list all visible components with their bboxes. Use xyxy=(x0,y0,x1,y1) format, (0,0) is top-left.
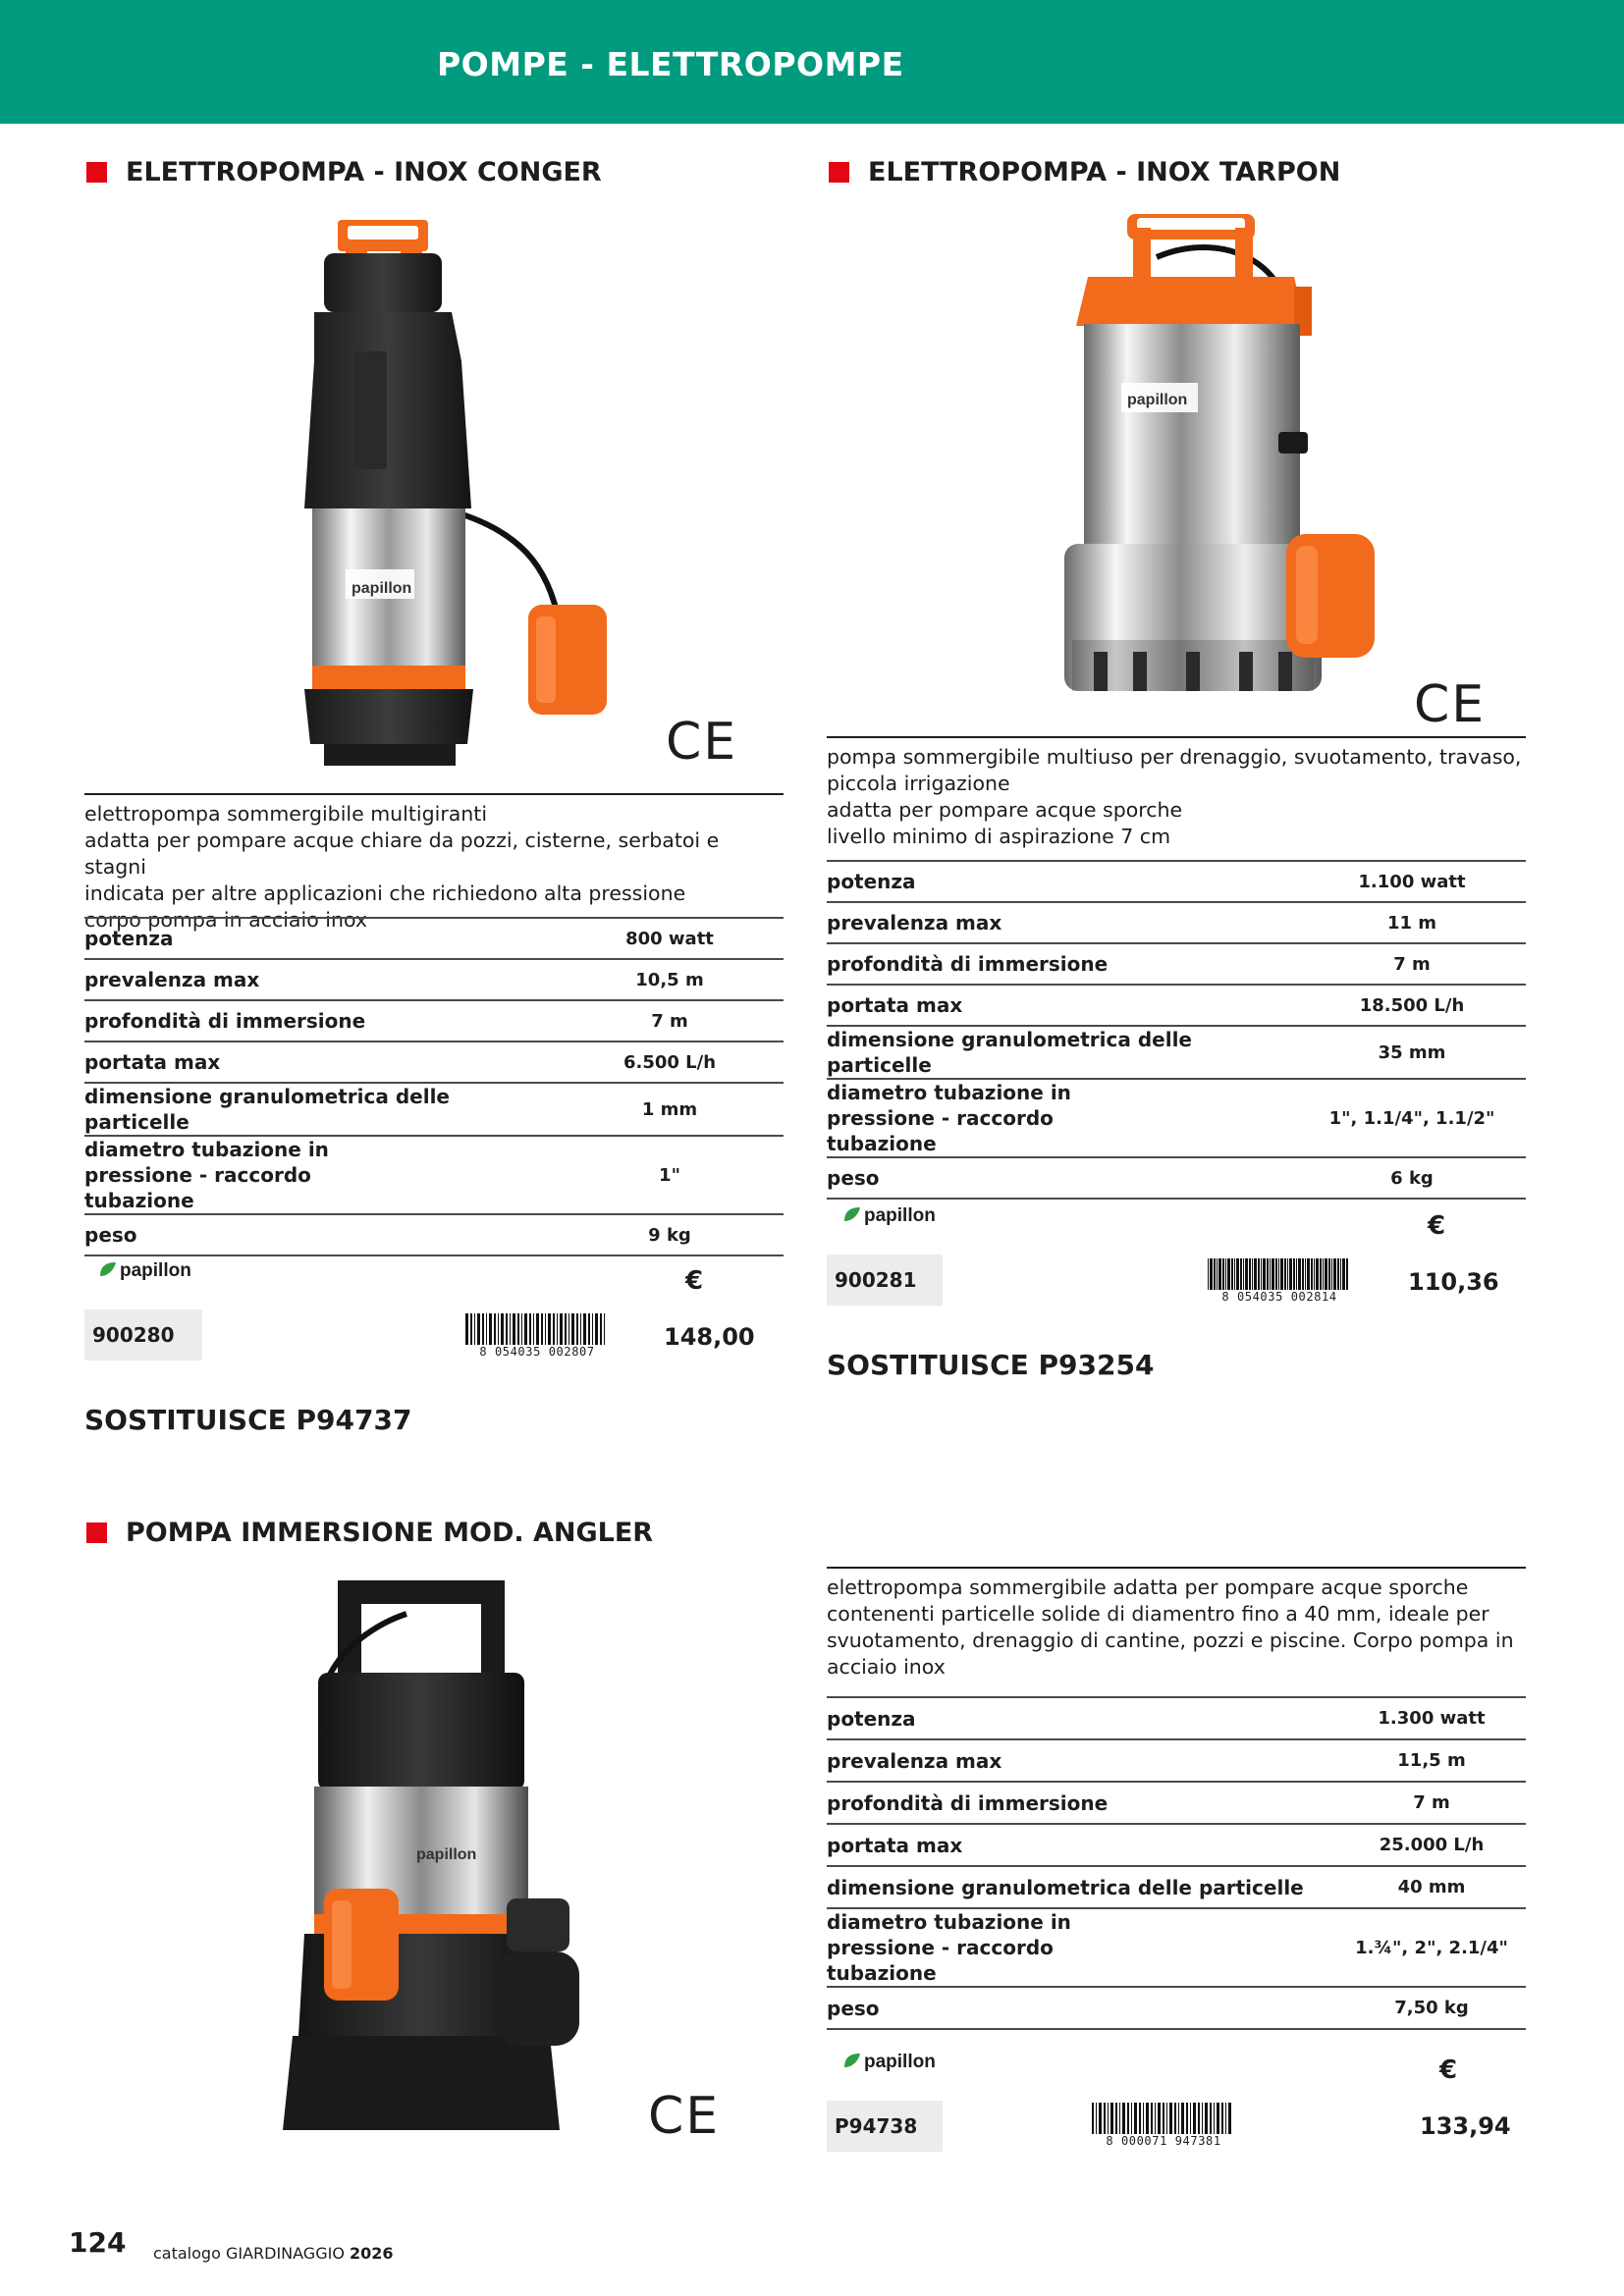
catalog-year: 2026 xyxy=(350,2244,394,2263)
description-line: pompa sommergibile multiuso per drenaggio, svuotamento, travaso, xyxy=(827,745,1522,769)
page-number: 124 xyxy=(69,2226,127,2259)
spec-label: prevalenza max xyxy=(84,959,556,1000)
barcode-conger xyxy=(463,1313,611,1359)
product-photo-angler xyxy=(279,1575,593,2144)
brand-logo-tarpon: papillon xyxy=(842,1205,936,1227)
spec-label: diametro tubazione in pressione - raccordo tubazione xyxy=(827,1079,1298,1157)
table-row xyxy=(84,1000,784,1041)
ce-mark-conger: CE xyxy=(666,713,738,772)
product-title-angler xyxy=(86,1518,653,1548)
spec-value: 1.100 watt xyxy=(1298,861,1526,902)
spec-label: portata max xyxy=(84,1041,556,1083)
spec-table-conger xyxy=(84,917,784,1256)
spec-value: 7 m xyxy=(1337,1782,1526,1824)
replaces-note-tarpon: SOSTITUISCE P93254 xyxy=(827,1349,1155,1381)
table-row xyxy=(827,1824,1526,1866)
table-row xyxy=(84,959,784,1000)
spec-value: 1", 1.1/4", 1.1/2" xyxy=(1298,1079,1526,1157)
product-description-angler xyxy=(827,1567,1526,1681)
spec-label: diametro tubazione in pressione - raccordo tubazione xyxy=(84,1136,556,1214)
spec-label: potenza xyxy=(827,1697,1337,1739)
spec-label: prevalenza max xyxy=(827,1739,1337,1782)
spec-label: portata max xyxy=(827,985,1298,1026)
red-square-icon xyxy=(86,1522,107,1543)
spec-label: prevalenza max xyxy=(827,902,1298,943)
barcode-digits: 8 054035 002814 xyxy=(1206,1290,1353,1304)
spec-label: profondità di immersione xyxy=(827,943,1298,985)
catalog-name xyxy=(153,2244,394,2263)
spec-value: 9 kg xyxy=(556,1214,784,1255)
product-title-text: POMPA IMMERSIONE MOD. ANGLER xyxy=(126,1518,654,1548)
product-description-tarpon xyxy=(827,736,1526,850)
barcode-digits: 8 000071 947381 xyxy=(1090,2134,1237,2148)
spec-label: potenza xyxy=(827,861,1298,902)
description-line: elettropompa sommergibile multigiranti xyxy=(84,802,488,826)
description-line: adatta per pompare acque sporche xyxy=(827,798,1183,822)
table-row xyxy=(827,1697,1526,1739)
product-code-angler: P94738 xyxy=(827,2101,943,2152)
ce-mark-tarpon: CE xyxy=(1414,675,1487,734)
spec-value: 25.000 L/h xyxy=(1337,1824,1526,1866)
spec-value: 40 mm xyxy=(1337,1866,1526,1908)
red-square-icon xyxy=(829,162,849,183)
spec-value: 1.¾", 2", 2.1/4" xyxy=(1337,1908,1526,1987)
spec-value: 1" xyxy=(556,1136,784,1214)
barcode-angler xyxy=(1090,2103,1237,2148)
product-title-text: ELETTROPOMPA - INOX CONGER xyxy=(126,157,602,187)
currency-symbol: € xyxy=(685,1266,704,1296)
spec-label: profondità di immersione xyxy=(84,1000,556,1041)
ce-mark-angler: CE xyxy=(648,2087,721,2146)
product-title-conger xyxy=(86,157,602,187)
spec-label: dimensione granulometrica delle particelle xyxy=(84,1083,556,1136)
spec-label: diametro tubazione in pressione - raccordo tubazione xyxy=(827,1908,1337,1987)
product-description-conger xyxy=(84,793,784,934)
table-row xyxy=(84,918,784,959)
barcode-tarpon xyxy=(1206,1258,1353,1304)
spec-value: 7 m xyxy=(1298,943,1526,985)
spec-value: 7 m xyxy=(556,1000,784,1041)
barcode-digits: 8 054035 002807 xyxy=(463,1345,611,1359)
spec-value: 11 m xyxy=(1298,902,1526,943)
spec-table-tarpon xyxy=(827,860,1526,1200)
spec-value: 7,50 kg xyxy=(1337,1987,1526,2029)
spec-label: peso xyxy=(827,1157,1298,1199)
table-row xyxy=(84,1083,784,1136)
price-angler: 133,94 xyxy=(1420,2112,1511,2140)
spec-table-angler xyxy=(827,1696,1526,2030)
spec-label: peso xyxy=(827,1987,1337,2029)
table-row xyxy=(84,1214,784,1255)
spec-label: dimensione granulometrica delle particelle xyxy=(827,1026,1298,1079)
description-line: elettropompa sommergibile adatta per pompare acque sporche xyxy=(827,1575,1469,1599)
spec-value: 6.500 L/h xyxy=(556,1041,784,1083)
catalog-prefix: catalogo GIARDINAGGIO xyxy=(153,2244,345,2263)
svg-text:papillon: papillon xyxy=(352,580,412,597)
red-square-icon xyxy=(86,162,107,183)
table-row xyxy=(827,902,1526,943)
spec-value: 800 watt xyxy=(556,918,784,959)
product-code-conger: 900280 xyxy=(84,1309,202,1361)
table-row xyxy=(827,861,1526,902)
table-row xyxy=(827,1908,1526,1987)
description-line: acciaio inox xyxy=(827,1655,946,1679)
currency-symbol: € xyxy=(1439,2056,1458,2085)
description-line: livello minimo di aspirazione 7 cm xyxy=(827,825,1171,848)
table-row xyxy=(827,1157,1526,1199)
spec-value: 18.500 L/h xyxy=(1298,985,1526,1026)
spec-label: peso xyxy=(84,1214,556,1255)
description-line: contenenti particelle solide di diamentro fino a 40 mm, ideale per xyxy=(827,1602,1489,1626)
description-line: corpo pompa in acciaio inox xyxy=(84,908,367,932)
description-line: indicata per altre applicazioni che richiedono alta pressione xyxy=(84,881,686,905)
leaf-icon xyxy=(98,1260,118,1278)
spec-value: 1 mm xyxy=(556,1083,784,1136)
description-line: piccola irrigazione xyxy=(827,772,1010,795)
spec-label: portata max xyxy=(827,1824,1337,1866)
price-conger: 148,00 xyxy=(664,1323,755,1351)
svg-text:papillon: papillon xyxy=(1127,392,1188,408)
brand-logo-conger: papillon xyxy=(98,1260,191,1282)
description-line: adatta per pompare acque chiare da pozzi, cisterne, serbatoi e stagni xyxy=(84,828,720,879)
table-row xyxy=(827,1987,1526,2029)
product-photo-conger xyxy=(295,214,619,775)
product-code-tarpon: 900281 xyxy=(827,1255,943,1306)
spec-value: 1.300 watt xyxy=(1337,1697,1526,1739)
spec-label: potenza xyxy=(84,918,556,959)
page-title: POMPE - ELETTROPOMPE xyxy=(437,45,904,83)
table-row xyxy=(827,1782,1526,1824)
currency-symbol: € xyxy=(1428,1211,1446,1241)
spec-value: 10,5 m xyxy=(556,959,784,1000)
svg-text:papillon: papillon xyxy=(416,1846,477,1863)
brand-logo-angler: papillon xyxy=(842,2052,936,2073)
description-line: svuotamento, drenaggio di cantine, pozzi e piscine. Corpo pompa in xyxy=(827,1629,1514,1652)
product-title-tarpon xyxy=(829,157,1340,187)
leaf-icon xyxy=(842,1205,862,1223)
table-row xyxy=(827,1866,1526,1908)
spec-value: 35 mm xyxy=(1298,1026,1526,1079)
product-photo-tarpon xyxy=(1049,208,1382,711)
table-row xyxy=(827,1739,1526,1782)
table-row xyxy=(84,1136,784,1214)
table-row xyxy=(827,943,1526,985)
table-row xyxy=(827,985,1526,1026)
product-title-text: ELETTROPOMPA - INOX TARPON xyxy=(868,157,1341,187)
spec-label: profondità di immersione xyxy=(827,1782,1337,1824)
leaf-icon xyxy=(842,2052,862,2069)
spec-value: 6 kg xyxy=(1298,1157,1526,1199)
replaces-note-conger: SOSTITUISCE P94737 xyxy=(84,1404,412,1436)
table-row xyxy=(827,1026,1526,1079)
spec-label: dimensione granulometrica delle particelle xyxy=(827,1866,1337,1908)
price-tarpon: 110,36 xyxy=(1408,1268,1499,1296)
spec-value: 11,5 m xyxy=(1337,1739,1526,1782)
table-row xyxy=(84,1041,784,1083)
table-row xyxy=(827,1079,1526,1157)
